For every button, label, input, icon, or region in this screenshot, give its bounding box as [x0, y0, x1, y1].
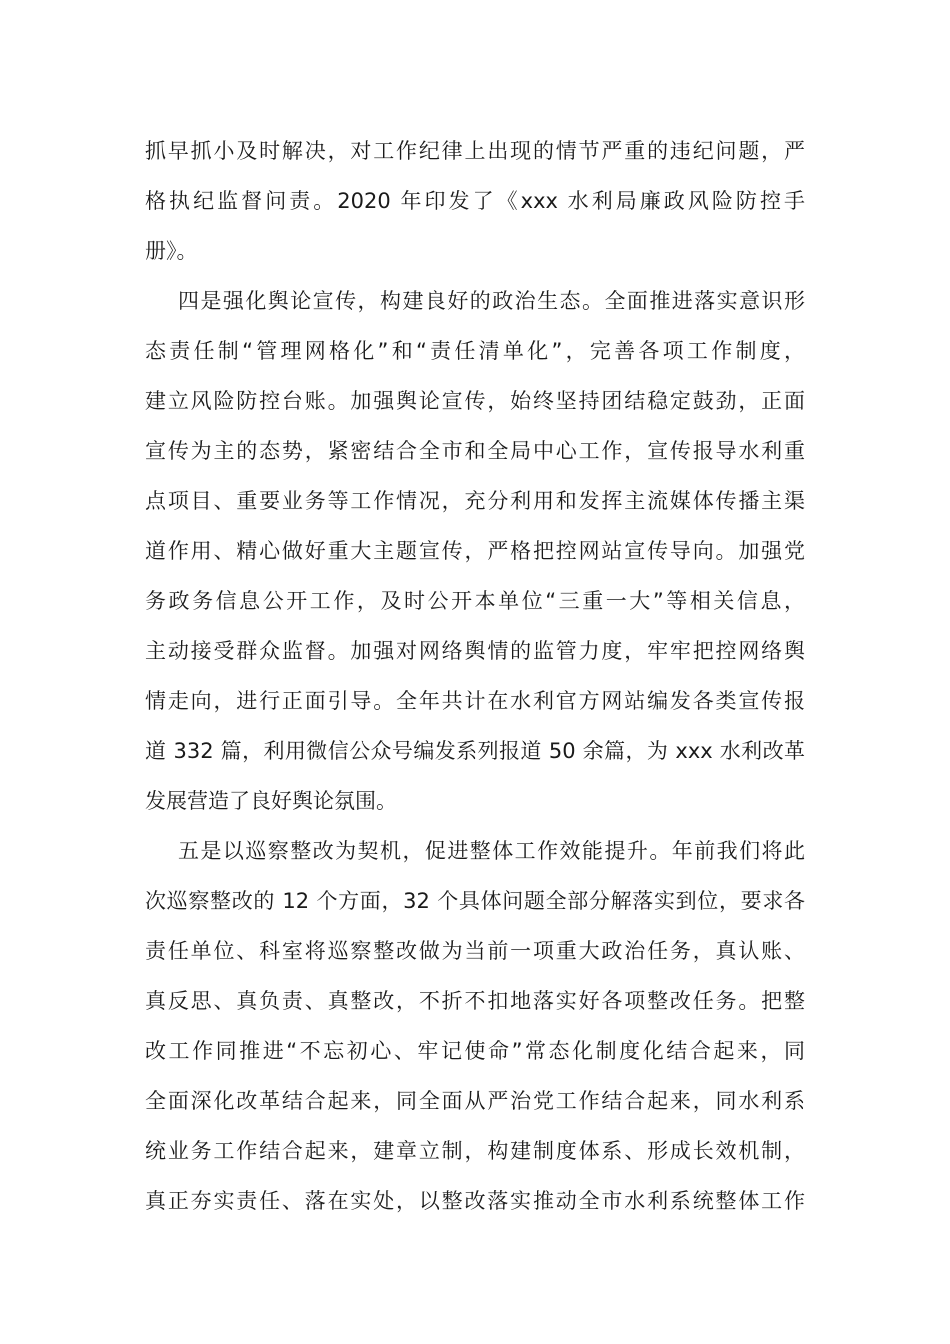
text-line-14: 发展营造了良好舆论氛围。 [145, 789, 397, 813]
text-line-19: 改工作同推进“不忘初心、牢记使命”常态化制度化结合起来，同 [145, 1039, 805, 1063]
text-line-13: 道 332 篇，利用微信公众号编发系列报道 50 余篇，为 xxx 水利改革 [145, 739, 805, 763]
text-line-18: 真反思、真负责、真整改，不折不扣地落实好各项整改任务。把整 [145, 989, 805, 1013]
text-line-9: 道作用、精心做好重大主题宣传，严格把控网站宣传导向。加强党 [145, 539, 805, 563]
text-line-5: 态责任制“管理网格化”和“责任清单化”，完善各项工作制度， [145, 339, 805, 363]
text-line-6: 建立风险防控台账。加强舆论宣传，始终坚持团结稳定鼓劲，正面 [145, 389, 805, 413]
text-line-12: 情走向，进行正面引导。全年共计在水利官方网站编发各类宣传报 [145, 689, 805, 713]
text-line-7: 宣传为主的态势，紧密结合全市和全局中心工作，宣传报导水利重 [145, 439, 805, 463]
text-line-22: 真正夯实责任、落在实处，以整改落实推动全市水利系统整体工作 [145, 1189, 805, 1213]
text-line-1: 抓早抓小及时解决，对工作纪律上出现的情节严重的违纪问题，严 [145, 139, 805, 163]
text-line-8: 点项目、重要业务等工作情况，充分利用和发挥主流媒体传播主渠 [145, 489, 805, 513]
text-line-11: 主动接受群众监督。加强对网络舆情的监管力度，牢牢把控网络舆 [145, 639, 805, 663]
text-line-3: 册》。 [145, 239, 198, 263]
text-line-20: 全面深化改革结合起来，同全面从严治党工作结合起来，同水利系 [145, 1089, 805, 1113]
text-line-15: 五是以巡察整改为契机，促进整体工作效能提升。年前我们将此 [178, 839, 805, 863]
text-line-4: 四是强化舆论宣传，构建良好的政治生态。全面推进落实意识形 [178, 289, 805, 313]
text-line-10: 务政务信息公开工作，及时公开本单位“三重一大”等相关信息， [145, 589, 805, 613]
text-line-2: 格执纪监督问责。2020 年印发了《xxx 水利局廉政风险防控手 [145, 189, 805, 213]
text-line-16: 次巡察整改的 12 个方面，32 个具体问题全部分解落实到位，要求各 [145, 889, 805, 913]
text-line-17: 责任单位、科室将巡察整改做为当前一项重大政治任务，真认账、 [145, 939, 805, 963]
text-line-21: 统业务工作结合起来，建章立制，构建制度体系、形成长效机制， [145, 1139, 805, 1163]
